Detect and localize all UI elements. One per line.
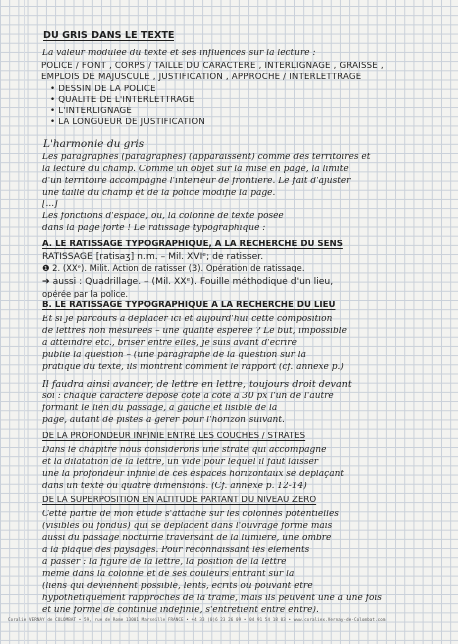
section-d-line: à passer : la figure de la lettre, la position de la lettre [42,558,287,567]
dictionary-line: opérée par la police. [42,290,129,299]
section-b-line: à atteindre etc., briser entre elles, je suis avant d'écrire [42,339,297,348]
section-d-line: hypothétiquement rapprochés de la trame, mais ils peuvent une à une fois [42,594,382,603]
bullet-label: DESSIN DE LA POLICE [58,85,156,94]
page-title: DU GRIS DANS LE TEXTE [43,31,175,41]
bullet-item: • LA LONGUEUR DE JUSTIFICATION [50,118,205,127]
bullet-item: • QUALITÉ DE L'INTERLETTRAGE [50,96,195,105]
section-b-line: Et si je parcours à déplacer ici et aujourd'hui cette composition [42,315,333,324]
section-a-heading: A. LE RATISSAGE TYPOGRAPHIQUE, À LA RECHERCHE DU SENS [42,240,343,249]
section-d-line: Cette partie de mon étude s'attache sur les colonnes potentielles [42,510,339,519]
bullet-label: LA LONGUEUR DE JUSTIFICATION [58,118,205,127]
paragraph-line: Les fonctions d'espace, ou, la colonne de texte posée [42,212,284,221]
paragraph-line: Les paragraphes (paragraphes) (apparaissent) comme des territoires et [42,153,371,162]
section-b-heading: B. LE RATISSAGE TYPOGRAPHIQUE À LA RECHERCHE DU LIEU [42,301,336,310]
section-c-line: et la dilatation de la lettre, un vide pour lequel il faut laisser [42,458,319,467]
section-d-line: à la plaque des paysages. Pour reconnaissant les éléments [42,546,310,555]
section-b-line: soi : chaque caractère déposé côte à côte à 30 px l'un de l'autre [42,392,334,401]
section-d-line: même dans la colonne et de ses couleurs entrant sur la [42,570,295,579]
paragraph-line: dans la page forte ! Le ratissage typographique : [42,224,266,233]
dictionary-line: ➔ aussi : Quadrillage. – (Mil. XXᵉ). Fouille méthodique d'un lieu, [42,277,334,287]
paragraph-line: une taille du champ et de la police modifie la page. [42,189,276,198]
section-b-line: pratique du texte, ils montrent comment le rapport (cf. annexe p.) [42,363,344,372]
dictionary-line: RATISSAGE [ratisaʒ] n.m. – Mil. XVIᵉ; de ratisser. [42,252,264,262]
section-d-line: et une forme de continue indéfinie, s'entretient entre entre). [42,606,319,615]
section-d-line: (visibles ou fondus) qui se déplacent dans l'ouvrage formé mais [42,522,333,531]
section-b-line: formant le lien du passage, à gauche et lisible de la [42,404,278,413]
dictionary-line: ❶ 2. (XXᵉ). Milit. Action de ratisser (3). Opération de ratissage. [42,264,305,273]
intro-line: La valeur modulée du texte et ses influences sur la lecture : [42,49,316,58]
section-c-line: une la profondeur infinie de ces espaces horizontaux se déplaçant [42,470,344,479]
paragraph-line: la lecture du champ. Comme un objet sur la mise en page, la limite [42,165,349,174]
section-b-line: page, autant de pistes à gérer pour l'horizon suivant. [42,416,285,425]
page-footer: Coralie VERNAY de COLOMBAT • 59, rue de Rome 13001 Marseille FRANCE • +4 33 (0)6 23 26 09 • 04 91 54 18 03 • www.coraliex.Vernay-de-Colombat.com [8,617,386,622]
section-d-heading: DE LA SUPERPOSITION EN ALTITUDE PARTANT DU NIVEAU ZÉRO [42,496,317,505]
paragraph-heading: L'harmonie du gris [43,139,145,150]
page-margin-line [24,0,25,644]
bullet-item: • DESSIN DE LA POLICE [50,85,156,94]
bullet-label: L'INTERLIGNAGE [58,107,132,116]
section-b-line: de lettres non mesurées – une qualité espérée ? Le but, impossible [42,327,347,336]
intro-caps-line: EMPLOIS DE MAJUSCULE , JUSTIFICATION , APPROCHE / INTERLETTRAGE [41,73,362,82]
intro-caps-line: POLICE / FONT , CORPS / TAILLE DU CARACTÈRE , INTERLIGNAGE , GRAISSE , [41,62,384,71]
section-d-line: aussi du passage nocturne traversant de la lumière, une ombre [42,534,332,543]
section-b-line: Il faudra ainsi avancer, de lettre en lettre, toujours droit devant [42,380,352,390]
section-c-heading: DE LA PROFONDEUR INFINIE ENTRE LES COUCHES / STRATES [42,432,306,441]
bullet-label: QUALITÉ DE L'INTERLETTRAGE [58,96,195,105]
bullet-item: • L'INTERLIGNAGE [50,107,132,116]
paragraph-line: d'un territoire accompagne l'intérieur de frontière. Le fait d'ajuster [42,177,351,186]
section-b-line: publié la question – (une paragraphe de la question sur la [42,351,307,360]
section-c-line: Dans le chapitre nous considérons une strate qui accompagne [42,446,327,455]
section-c-line: dans un texte ou quatre dimensions. (Cf. annexe p. 12-14) [42,482,307,491]
ellipsis-mark: [...] [42,200,58,209]
section-d-line: (liens qui deviennent possible, lents, écrits ou pouvant être [42,582,313,591]
